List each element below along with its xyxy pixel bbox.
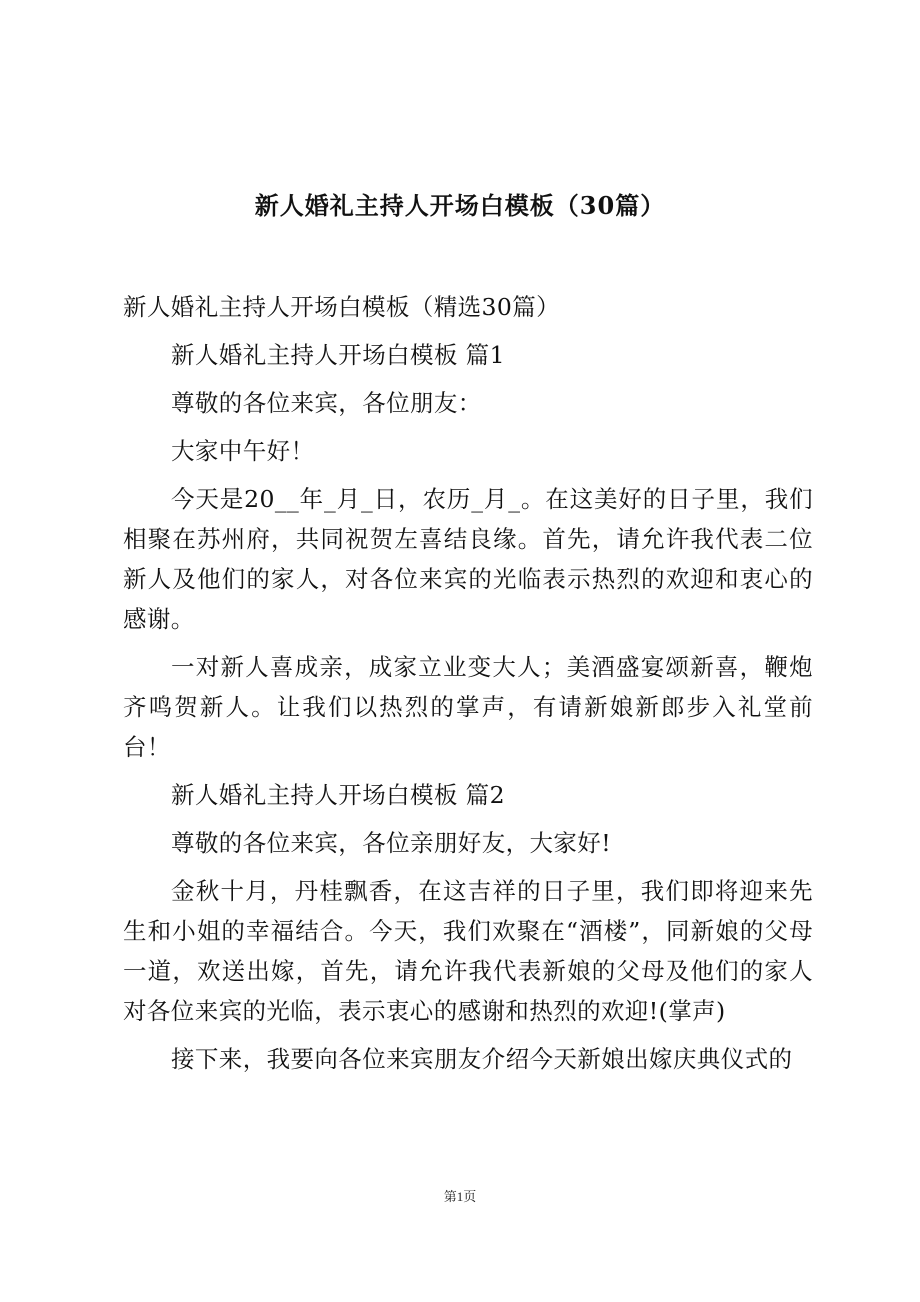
document-title: 新人婚礼主持人开场白模板（30篇） [254, 191, 666, 220]
document-body [123, 286, 813, 1079]
paragraph-body-2: 一对新人喜成亲，成家立业变大人；美酒盛宴颂新喜，鞭炮齐鸣贺新人。让我们以热烈的掌声，有请新娘新郎步入礼堂前台！ [123, 653, 813, 761]
paragraph-greeting-1: 尊敬的各位来宾，各位朋友： [171, 389, 482, 417]
paragraph-body-4: 接下来，我要向各位来宾朋友介绍今天新娘出嫁庆典仪式的 [171, 1045, 793, 1073]
paragraph-body-1: 今天是20__年_月_日，农历_月_。在这美好的日子里，我们相聚在苏州府，共同祝贺左喜结良缘。首先，请允许我代表二位新人及他们的家人，对各位来宾的光临表示热烈的欢迎和衷心的感谢。 [123, 485, 813, 633]
paragraph-section-heading-2: 新人婚礼主持人开场白模板 篇2 [171, 781, 505, 809]
paragraph-greeting-3: 尊敬的各位来宾，各位亲朋好友，大家好! [171, 829, 612, 857]
paragraph-body-3: 金秋十月，丹桂飘香，在这吉祥的日子里，我们即将迎来先生和小姐的幸福结合。今天，我们欢聚在“酒楼”，同新娘的父母一道，欢送出嫁，首先，请允许我代表新娘的父母及他们的家人对各位来宾的光临，表示衷心的感谢和热烈的欢迎!(掌声) [123, 877, 813, 1025]
paragraph-section-heading-1: 新人婚礼主持人开场白模板 篇1 [171, 341, 505, 369]
paragraph-greeting-2: 大家中午好！ [171, 437, 315, 465]
paragraph-subtitle: 新人婚礼主持人开场白模板（精选30篇） [123, 293, 561, 321]
page-number: 第1页 [443, 1189, 477, 1204]
